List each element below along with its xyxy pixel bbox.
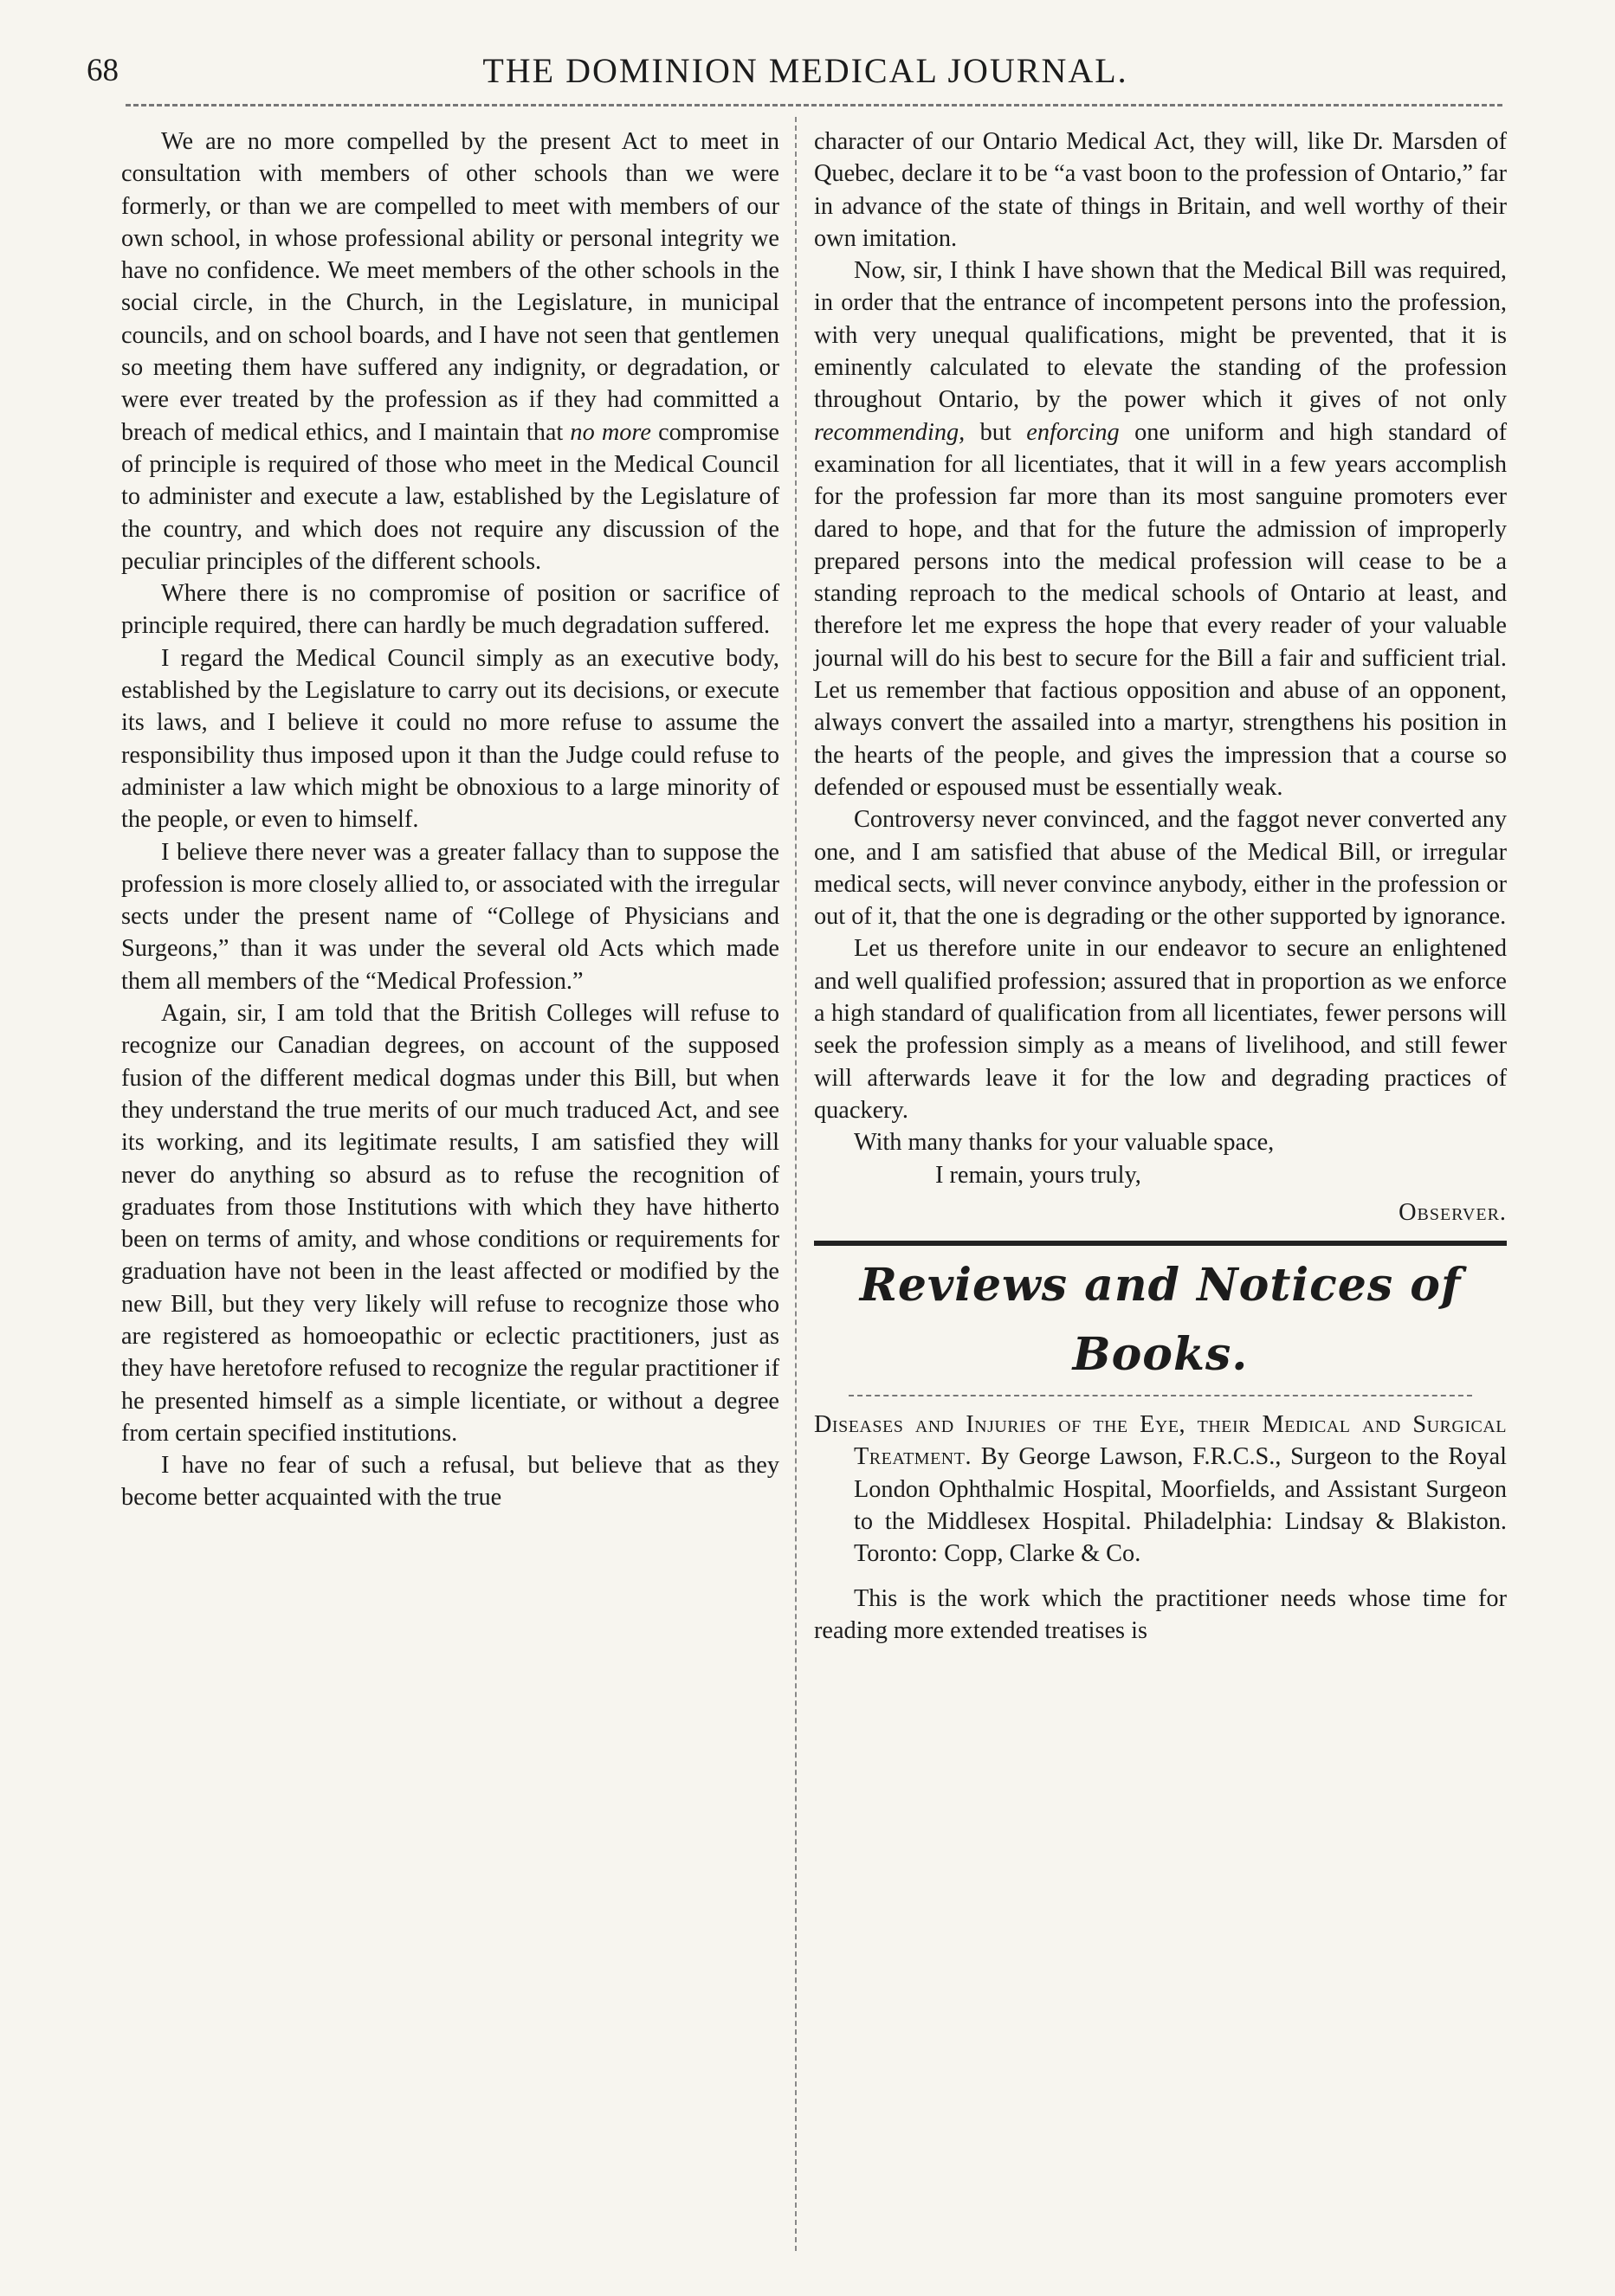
column-divider — [795, 117, 797, 2251]
section-title: Reviews and Notices of Books. — [859, 1259, 1462, 1382]
paragraph: I regard the Medical Council simply as an executive body, established by the Legislature to carry out its decisions, or execute its laws, and I believe it could no more refuse to assume the responsibility thus imposed upon it than the Judge could refuse to administer a law which might be obnoxious to a large minority of the people, or even to himself. — [121, 644, 779, 834]
signature: Observer. — [1399, 1198, 1507, 1226]
paragraph: Again, sir, I am told that the British Colleges will refuse to recognize our Canadian degrees, on account of the supposed fusion of the different medical dogmas under this Bill, but when they understand the true merits of our much traduced Act, and see its working, and its legitimate results, I am satisfied they will never do anything so absurd as to refuse the recognition of graduates from those Institutions with which they have hitherto been on terms of amity, and whose conditions or requirements for graduation have not been in the least affected or modified by the new Bill, but they very likely will refuse to recognize those who are registered as homoeopathic or eclectic practitioners, just as they have heretofore refused to recognize the regular practitioner if he presented himself as a simple licentiate, or without a degree from certain specified institutions. — [121, 1000, 779, 1447]
paragraph: We are no more compelled by the present Act to meet in consultation with members of other schools than we were formerly, or than we are compelled to meet with members of our own school, in whose professional ability or personal integrity we have no confidence. We meet members of the other schools in the social circle, in the Church, in the Legislature, in municipal councils, and on school boards, and I have not seen that gentlemen so meeting them have suffered any indignity, or degradation, or were ever treated by the profession as if they had committed a breach of medical ethics, and I maintain that no more compromise of principle is required of those who meet in the Medical Council to administer and execute a law, established by the Legislature of the country, and which does not require any discussion of the peculiar principles of the different schools. — [121, 128, 779, 575]
paragraph: I have no fear of such a refusal, but believe that as they become better acquainted with the true — [121, 1452, 779, 1512]
review-text: This is the work which the practitioner needs whose time for reading more extended treatises is — [814, 1584, 1507, 1644]
header-rule — [126, 104, 1502, 106]
running-title: THE DOMINION MEDICAL JOURNAL. — [482, 51, 1128, 90]
review-entry — [814, 1409, 1507, 1570]
paragraph: character of our Ontario Medical Act, they will, like Dr. Marsden of Quebec, declare it to be “a vast boon to the profession of Ontario,” far in advance of the state of things in Britain, and well worthy of their own imitation. — [814, 128, 1507, 252]
page-header — [87, 50, 1524, 102]
paragraph: I believe there never was a greater fallacy than to suppose the profession is more closely allied to, or associated with the irregular sects under the present name of “College of Physicians and Surgeons,” than it was under the several old Acts which made them all members of the “Medical Profession.” — [121, 838, 779, 995]
section-rule — [814, 1241, 1507, 1246]
paragraph: Controversy never convinced, and the faggot never converted any one, and I am satisfied that abuse of the Medical Bill, or irregular medical sects, will never convince anybody, either in the profession or out of it, that the one is degrading or the other supported by ignorance. — [814, 806, 1507, 931]
left-column — [121, 126, 779, 1514]
closing-thanks: With many thanks for your valuable space, — [854, 1129, 1275, 1157]
review-details: By George Lawson, F.R.C.S., Surgeon to the Royal London Ophthalmic Hospital, Moorfields, and Assistant Surgeon to the Middlesex Hospital. Philadelphia: Lindsay & Blakiston. Toronto: Copp, Clarke & Co. — [854, 1443, 1507, 1568]
review-title: Diseases and Injuries of the Eye, their Medical and Surgical Treatment. — [814, 1411, 1507, 1471]
page-number: 68 — [87, 53, 119, 88]
paragraph: Where there is no compromise of position or sacrifice of principle required, there can hardly be much degradation suffered. — [121, 580, 779, 640]
paragraph: Now, sir, I think I have shown that the Medical Bill was required, in order that the entrance of incompetent persons into the profession, with very unequal qualifications, might be prevented, that it is eminently calculated to elevate the standing of the profession throughout Ontario, by the power which it gives of not only recommending, but enforcing one uniform and high standard of examination for all licentiates, that it will in a few years accomplish for the profession far more than its most sanguine promoters ever dared to hope, and that for the future the admission of improperly prepared persons into the medical profession will cease to be a standing reproach to the medical schools of Ontario at least, and therefore let me express the hope that every reader of your valuable journal will do his best to secure for the Bill a fair and sufficient trial. Let us remember that factious opposition and abuse of an opponent, always convert the assailed into a martyr, strengthens his position in the hearts of the people, and gives the impression that a course so defended or espoused must be essentially weak. — [814, 257, 1507, 801]
paragraph: Let us therefore unite in our endeavor to secure an enlightened and well qualified profession; assured that in proportion as we enforce a high standard of qualification from all licentiates, fewer persons will seek the profession simply as a means of livelihood, and still fewer will afterwards leave it for the low and degrading practices of quackery. — [814, 935, 1507, 1124]
right-column — [814, 126, 1507, 1647]
closing-remain: I remain, yours truly, — [935, 1161, 1141, 1189]
section-sub-rule — [849, 1395, 1472, 1396]
